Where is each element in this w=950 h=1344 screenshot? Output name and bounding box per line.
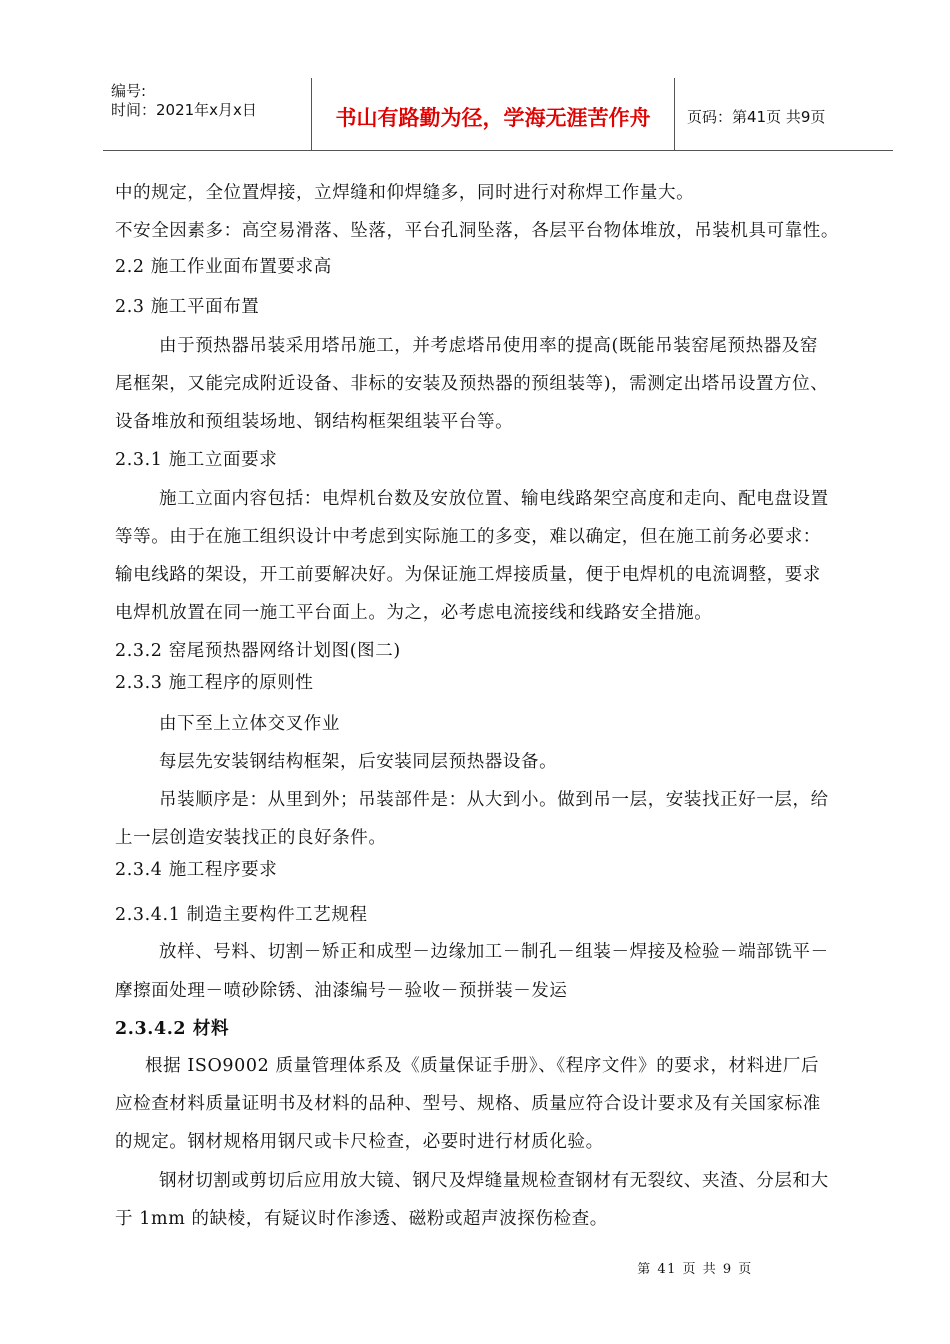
paragraph-line: 于 1mm 的缺棱，有疑议时作渗透、磁粉或超声波探伤检查。: [115, 1209, 608, 1229]
section-heading: 2.3.3 施工程序的原则性: [115, 673, 314, 693]
paragraph-line: 钢材切割或剪切后应用放大镜、钢尺及焊缝量规检查钢材有无裂纹、夹渣、分层和大: [159, 1171, 829, 1191]
paragraph-line: 施工立面内容包括：电焊机台数及安放位置、输电线路架空高度和走向、配电盘设置: [159, 489, 829, 509]
section-heading: 2.3.4.2 材料: [115, 1019, 230, 1039]
paragraph-line: 上一层创造安装找正的良好条件。: [115, 828, 387, 848]
header-meta: [103, 78, 319, 154]
paragraph-line: 根据 ISO9002 质量管理体系及《质量保证手册》、《程序文件》的要求，材料进厂后: [145, 1056, 820, 1076]
paragraph-line: 输电线路的架设，开工前要解决好。为保证施工焊接质量，便于电焊机的电流调整，要求: [115, 565, 821, 585]
paragraph-line: 由下至上立体交叉作业: [159, 714, 340, 734]
paragraph-line: 中的规定，全位置焊接，立焊缝和仰焊缝多，同时进行对称焊工作量大。: [115, 183, 695, 203]
paragraph-line: 的规定。钢材规格用钢尺或卡尺检查，必要时进行材质化验。: [115, 1132, 604, 1152]
paragraph-line: 应检查材料质量证明书及材料的品种、型号、规格、质量应符合设计要求及有关国家标准: [115, 1094, 821, 1114]
section-heading: 2.3.4.1 制造主要构件工艺规程: [115, 905, 368, 925]
header-motto: 书山有路勤为径，学海无涯苦作舟: [335, 106, 651, 130]
paragraph-line: 由于预热器吊装采用塔吊施工，并考虑塔吊使用率的提高(既能吊装窑尾预热器及窑: [159, 336, 819, 356]
paragraph-line: 设备堆放和预组装场地、钢结构框架组装平台等。: [115, 412, 514, 432]
paragraph-line: 不安全因素多：高空易滑落、坠落，平台孔洞坠落，各层平台物体堆放，吊装机具可靠性。: [115, 221, 839, 241]
section-heading: 2.3 施工平面布置: [115, 297, 260, 317]
section-heading: 2.3.1 施工立面要求: [115, 450, 278, 470]
section-heading: 2.3.4 施工程序要求: [115, 860, 278, 880]
page-header: [103, 78, 893, 151]
paragraph-line: 放样、号料、切割－矫正和成型－边缘加工－制孔－组装－焊接及检验－端部铣平－: [159, 942, 829, 962]
paragraph-line: 摩擦面处理－喷砂除锈、油漆编号－验收－预拼装－发运: [115, 981, 568, 1001]
header-page-info: 页码：第41页 共9页: [687, 107, 826, 126]
paragraph-line: 吊装顺序是：从里到外；吊装部件是：从大到小。做到吊一层，安装找正好一层，给: [159, 790, 829, 810]
section-heading: 2.2 施工作业面布置要求高: [115, 257, 332, 277]
paragraph-line: 每层先安装钢结构框架，后安装同层预热器设备。: [159, 752, 558, 772]
page-footer: 第 41 页 共 9 页: [637, 1262, 753, 1277]
section-heading: 2.3.2 窑尾预热器网络计划图(图二): [115, 641, 401, 661]
paragraph-line: 电焊机放置在同一施工平台面上。为之，必考虑电流接线和线路安全措施。: [115, 603, 713, 623]
paragraph-line: 等等。由于在施工组织设计中考虑到实际施工的多变，难以确定，但在施工前务必要求：: [115, 527, 821, 547]
document-time-label: 时间：2021年x月x日: [111, 101, 257, 119]
paragraph-line: 尾框架，又能完成附近设备、非标的安装及预热器的预组装等)，需测定出塔吊设置方位、: [115, 374, 829, 394]
document-number-label: 编号:: [111, 82, 147, 100]
header-motto-cell: [311, 78, 675, 150]
